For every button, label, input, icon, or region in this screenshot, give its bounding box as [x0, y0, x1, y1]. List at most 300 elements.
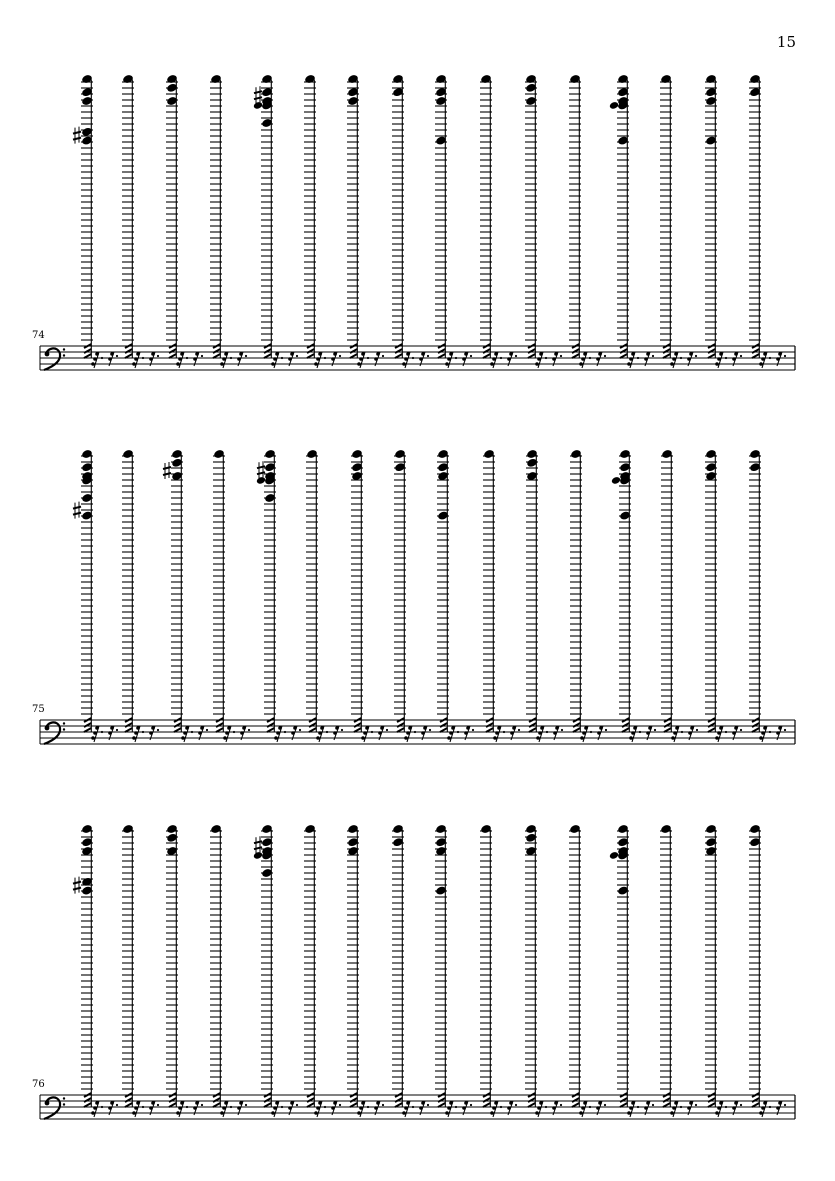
augmentation-dot	[341, 729, 343, 731]
rest-32nd-icon	[715, 726, 727, 742]
chord	[163, 449, 208, 742]
augmentation-dot	[455, 1106, 457, 1108]
augmentation-dot	[186, 1106, 188, 1108]
flag	[752, 1103, 759, 1107]
rest-dot	[361, 736, 365, 740]
rest-32nd-icon	[91, 352, 103, 368]
flag	[309, 728, 316, 732]
rest-dot	[132, 736, 136, 740]
rest-dot	[535, 1111, 539, 1115]
flag	[125, 354, 132, 358]
flag	[620, 354, 627, 358]
rest-32nd-icon	[404, 726, 416, 742]
flag	[663, 1103, 670, 1107]
augmentation-dot	[500, 1106, 502, 1108]
rest-dot	[314, 362, 318, 366]
augmentation-dot	[680, 1106, 682, 1108]
rest-dot	[759, 362, 763, 366]
augmentation-dot	[201, 1104, 203, 1106]
augmentation-dot	[157, 355, 159, 357]
rest-dot	[629, 736, 633, 740]
sharp-stroke	[254, 97, 262, 99]
rest-32nd-icon	[361, 726, 373, 742]
augmentation-dot	[500, 357, 502, 359]
augmentation-dot	[637, 357, 639, 359]
augmentation-dot	[281, 357, 283, 359]
grace-notehead	[609, 101, 619, 110]
flag	[125, 1103, 132, 1107]
system-2	[32, 449, 795, 744]
chord	[213, 449, 250, 742]
measure-number: 75	[32, 704, 45, 715]
rest-dot	[223, 736, 227, 740]
rest-32nd-icon	[490, 1101, 502, 1117]
rest-dot	[181, 736, 185, 740]
rest-dot	[445, 1111, 449, 1115]
rest-dot	[715, 1111, 719, 1115]
sharp-stroke	[73, 138, 81, 140]
sharp-stroke	[163, 467, 171, 469]
rest-dot	[490, 362, 494, 366]
augmentation-dot	[725, 731, 727, 733]
rest-32nd-icon	[579, 1101, 591, 1117]
augmentation-dot	[740, 729, 742, 731]
sharp-stroke	[254, 841, 262, 843]
chord	[392, 824, 429, 1117]
augmentation-dot	[561, 729, 563, 731]
augmentation-dot	[116, 355, 118, 357]
sharp-icon	[257, 461, 265, 478]
flag	[84, 354, 91, 358]
chord	[483, 449, 520, 742]
flag	[169, 354, 176, 358]
rest-32nd-icon	[536, 726, 548, 742]
rest-32nd-icon	[447, 726, 459, 742]
rest-32nd-icon	[759, 726, 771, 742]
chord	[256, 449, 301, 742]
augmentation-dot	[371, 731, 373, 733]
flag	[264, 1103, 271, 1107]
chord	[569, 824, 606, 1117]
augmentation-dot	[681, 731, 683, 733]
augmentation-dot	[429, 729, 431, 731]
augmentation-dot	[186, 357, 188, 359]
chord	[437, 449, 474, 742]
augmentation-dot	[769, 1106, 771, 1108]
augmentation-dot	[339, 1104, 341, 1106]
rest-32nd-icon	[220, 352, 232, 368]
chord	[347, 74, 384, 368]
grace-notehead	[253, 101, 263, 110]
flag	[708, 1103, 715, 1107]
flag	[528, 1103, 535, 1107]
chord	[660, 74, 697, 368]
augmentation-dot	[116, 1104, 118, 1106]
augmentation-dot	[281, 1106, 283, 1108]
rest-32nd-icon	[493, 726, 505, 742]
augmentation-dot	[769, 731, 771, 733]
rest-32nd-icon	[274, 726, 286, 742]
rest-dot	[402, 362, 406, 366]
augmentation-dot	[652, 1104, 654, 1106]
augmentation-dot	[725, 357, 727, 359]
sharp-stroke	[257, 466, 265, 468]
chord	[392, 74, 429, 368]
augmentation-dot	[695, 355, 697, 357]
chord	[609, 74, 654, 368]
augmentation-dot	[101, 1106, 103, 1108]
augmentation-dot	[515, 1104, 517, 1106]
augmentation-dot	[324, 1106, 326, 1108]
flag	[307, 1103, 314, 1107]
flag	[350, 354, 357, 358]
flag	[350, 1103, 357, 1107]
clef-dot	[63, 722, 65, 724]
flag	[572, 354, 579, 358]
augmentation-dot	[230, 1106, 232, 1108]
augmentation-dot	[695, 1104, 697, 1106]
rest-32nd-icon	[271, 352, 283, 368]
rest-32nd-icon	[490, 352, 502, 368]
rest-32nd-icon	[91, 1101, 103, 1117]
augmentation-dot	[470, 1104, 472, 1106]
flag	[664, 728, 671, 732]
chord	[569, 74, 606, 368]
flag	[216, 728, 223, 732]
augmentation-dot	[696, 729, 698, 731]
flag	[267, 728, 274, 732]
augmentation-dot	[457, 731, 459, 733]
rest-32nd-icon	[535, 1101, 547, 1117]
chord	[394, 449, 431, 742]
chord	[435, 74, 472, 368]
sharp-stroke	[163, 473, 171, 475]
augmentation-dot	[518, 729, 520, 731]
notes	[73, 449, 786, 742]
flag	[174, 728, 181, 732]
flag	[395, 354, 402, 358]
chord	[306, 449, 343, 742]
clef-dot	[45, 1101, 50, 1106]
rest-dot	[271, 1111, 275, 1115]
sharp-stroke	[73, 132, 81, 134]
rest-32nd-icon	[670, 1101, 682, 1117]
augmentation-dot	[326, 731, 328, 733]
rest-32nd-icon	[759, 1101, 771, 1117]
chord	[661, 449, 698, 742]
augmentation-dot	[245, 355, 247, 357]
augmentation-dot	[455, 357, 457, 359]
augmentation-dot	[604, 1104, 606, 1106]
rest-dot	[535, 362, 539, 366]
rest-32nd-icon	[181, 726, 193, 742]
chord	[480, 74, 517, 368]
rest-32nd-icon	[316, 726, 328, 742]
rest-dot	[493, 736, 497, 740]
augmentation-dot	[652, 355, 654, 357]
chord	[166, 74, 203, 368]
rest-dot	[314, 1111, 318, 1115]
grace-notehead	[253, 851, 263, 860]
augmentation-dot	[427, 355, 429, 357]
sharp-stroke	[257, 472, 265, 474]
rest-32nd-icon	[715, 352, 727, 368]
clef-dot	[63, 1097, 65, 1099]
rest-dot	[579, 362, 583, 366]
rest-dot	[357, 1111, 361, 1115]
chord	[73, 449, 118, 742]
augmentation-dot	[157, 1104, 159, 1106]
augmentation-dot	[339, 355, 341, 357]
chord	[351, 449, 388, 742]
rest-32nd-icon	[445, 1101, 457, 1117]
rest-32nd-icon	[271, 1101, 283, 1117]
system-3	[32, 824, 795, 1119]
chord	[210, 824, 247, 1117]
clef-dot	[63, 348, 65, 350]
flag	[397, 728, 404, 732]
augmentation-dot	[201, 355, 203, 357]
rest-dot	[490, 1111, 494, 1115]
flag	[169, 1103, 176, 1107]
flag	[307, 354, 314, 358]
sharp-stroke	[73, 507, 81, 509]
flag	[486, 728, 493, 732]
rest-32nd-icon	[314, 352, 326, 368]
notes	[73, 74, 786, 368]
flag	[125, 728, 132, 732]
rest-dot	[670, 1111, 674, 1115]
rest-32nd-icon	[176, 1101, 188, 1117]
chord	[749, 74, 786, 368]
augmentation-dot	[545, 357, 547, 359]
rest-dot	[715, 362, 719, 366]
augmentation-dot	[382, 355, 384, 357]
flag	[572, 1103, 579, 1107]
flag	[708, 354, 715, 358]
rest-dot	[357, 362, 361, 366]
rest-32nd-icon	[579, 352, 591, 368]
rest-32nd-icon	[715, 1101, 727, 1117]
clef-dot	[45, 352, 50, 357]
augmentation-dot	[725, 1106, 727, 1108]
rest-32nd-icon	[402, 352, 414, 368]
clef-dot	[63, 354, 65, 356]
rest-dot	[447, 736, 451, 740]
chord	[73, 74, 118, 368]
flag	[528, 354, 535, 358]
augmentation-dot	[740, 1104, 742, 1106]
augmentation-dot	[245, 1104, 247, 1106]
rest-dot	[627, 1111, 631, 1115]
chord	[611, 449, 656, 742]
chord	[525, 824, 562, 1117]
rest-32nd-icon	[176, 352, 188, 368]
sharp-stroke	[254, 847, 262, 849]
augmentation-dot	[784, 1104, 786, 1106]
flag	[395, 1103, 402, 1107]
chord	[304, 74, 341, 368]
notes	[73, 824, 786, 1117]
chord	[73, 824, 118, 1117]
flag	[529, 728, 536, 732]
chord	[122, 74, 159, 368]
rest-dot	[220, 362, 224, 366]
augmentation-dot	[412, 357, 414, 359]
rest-32nd-icon	[627, 1101, 639, 1117]
augmentation-dot	[414, 731, 416, 733]
augmentation-dot	[101, 731, 103, 733]
augmentation-dot	[157, 729, 159, 731]
augmentation-dot	[116, 729, 118, 731]
augmentation-dot	[503, 731, 505, 733]
augmentation-dot	[680, 357, 682, 359]
rest-dot	[176, 1111, 180, 1115]
sharp-stroke	[73, 513, 81, 515]
rest-dot	[580, 736, 584, 740]
chord	[525, 74, 562, 368]
augmentation-dot	[560, 355, 562, 357]
rest-32nd-icon	[445, 352, 457, 368]
augmentation-dot	[101, 357, 103, 359]
rest-dot	[627, 362, 631, 366]
flag	[264, 354, 271, 358]
rest-32nd-icon	[759, 352, 771, 368]
rest-dot	[220, 1111, 224, 1115]
rest-dot	[274, 736, 278, 740]
rest-dot	[132, 1111, 136, 1115]
rest-32nd-icon	[627, 352, 639, 368]
rest-dot	[316, 736, 320, 740]
augmentation-dot	[412, 1106, 414, 1108]
rest-32nd-icon	[671, 726, 683, 742]
chord	[705, 449, 742, 742]
flag	[438, 354, 445, 358]
augmentation-dot	[589, 1106, 591, 1108]
rest-dot	[271, 362, 275, 366]
chord	[705, 74, 742, 368]
sharp-icon	[163, 462, 171, 479]
augmentation-dot	[142, 1106, 144, 1108]
flag	[622, 728, 629, 732]
augmentation-dot	[590, 731, 592, 733]
chord	[570, 449, 607, 742]
rest-dot	[132, 362, 136, 366]
rest-32nd-icon	[357, 1101, 369, 1117]
rest-dot	[402, 1111, 406, 1115]
augmentation-dot	[769, 357, 771, 359]
flag	[752, 354, 759, 358]
measure-number: 76	[32, 1079, 45, 1090]
flag	[84, 728, 91, 732]
augmentation-dot	[472, 729, 474, 731]
flag	[573, 728, 580, 732]
rest-dot	[536, 736, 540, 740]
flag	[440, 728, 447, 732]
chord	[609, 824, 654, 1117]
rest-dot	[759, 1111, 763, 1115]
measure-number: 74	[32, 330, 45, 341]
rest-dot	[671, 736, 675, 740]
sharp-icon	[73, 502, 81, 519]
augmentation-dot	[515, 355, 517, 357]
flag	[354, 728, 361, 732]
augmentation-dot	[284, 731, 286, 733]
augmentation-dot	[427, 1104, 429, 1106]
augmentation-dot	[637, 1106, 639, 1108]
chord	[122, 824, 159, 1117]
clef-dot	[45, 726, 50, 731]
rest-dot	[445, 362, 449, 366]
augmentation-dot	[589, 357, 591, 359]
flag	[663, 354, 670, 358]
augmentation-dot	[324, 357, 326, 359]
flag	[84, 1103, 91, 1107]
augmentation-dot	[248, 729, 250, 731]
augmentation-dot	[382, 1104, 384, 1106]
chord	[253, 74, 298, 368]
rest-dot	[579, 1111, 583, 1115]
flag	[483, 1103, 490, 1107]
rest-dot	[176, 362, 180, 366]
page-number: 15	[776, 33, 796, 51]
augmentation-dot	[142, 357, 144, 359]
sharp-icon	[254, 86, 262, 103]
augmentation-dot	[470, 355, 472, 357]
chord	[749, 449, 786, 742]
augmentation-dot	[545, 1106, 547, 1108]
chord	[304, 824, 341, 1117]
augmentation-dot	[605, 729, 607, 731]
flag	[438, 1103, 445, 1107]
chord	[526, 449, 563, 742]
augmentation-dot	[784, 355, 786, 357]
grace-notehead	[256, 476, 266, 485]
clef-dot	[63, 728, 65, 730]
rest-32nd-icon	[535, 352, 547, 368]
rest-32nd-icon	[402, 1101, 414, 1117]
chord	[705, 824, 742, 1117]
chord	[210, 74, 247, 368]
augmentation-dot	[296, 355, 298, 357]
rest-32nd-icon	[91, 726, 103, 742]
sharp-icon	[254, 836, 262, 853]
augmentation-dot	[740, 355, 742, 357]
flag	[213, 1103, 220, 1107]
rest-32nd-icon	[132, 726, 144, 742]
augmentation-dot	[654, 729, 656, 731]
augmentation-dot	[784, 729, 786, 731]
augmentation-dot	[230, 357, 232, 359]
sharp-icon	[73, 127, 81, 144]
augmentation-dot	[639, 731, 641, 733]
sharp-stroke	[254, 91, 262, 93]
augmentation-dot	[367, 357, 369, 359]
augmentation-dot	[560, 1104, 562, 1106]
augmentation-dot	[296, 1104, 298, 1106]
flag	[708, 728, 715, 732]
augmentation-dot	[142, 731, 144, 733]
flag	[620, 1103, 627, 1107]
rest-dot	[91, 736, 95, 740]
rest-32nd-icon	[223, 726, 235, 742]
flag	[213, 354, 220, 358]
flag	[752, 728, 759, 732]
chord	[253, 824, 298, 1117]
rest-dot	[715, 736, 719, 740]
rest-dot	[91, 362, 95, 366]
chord	[749, 824, 786, 1117]
